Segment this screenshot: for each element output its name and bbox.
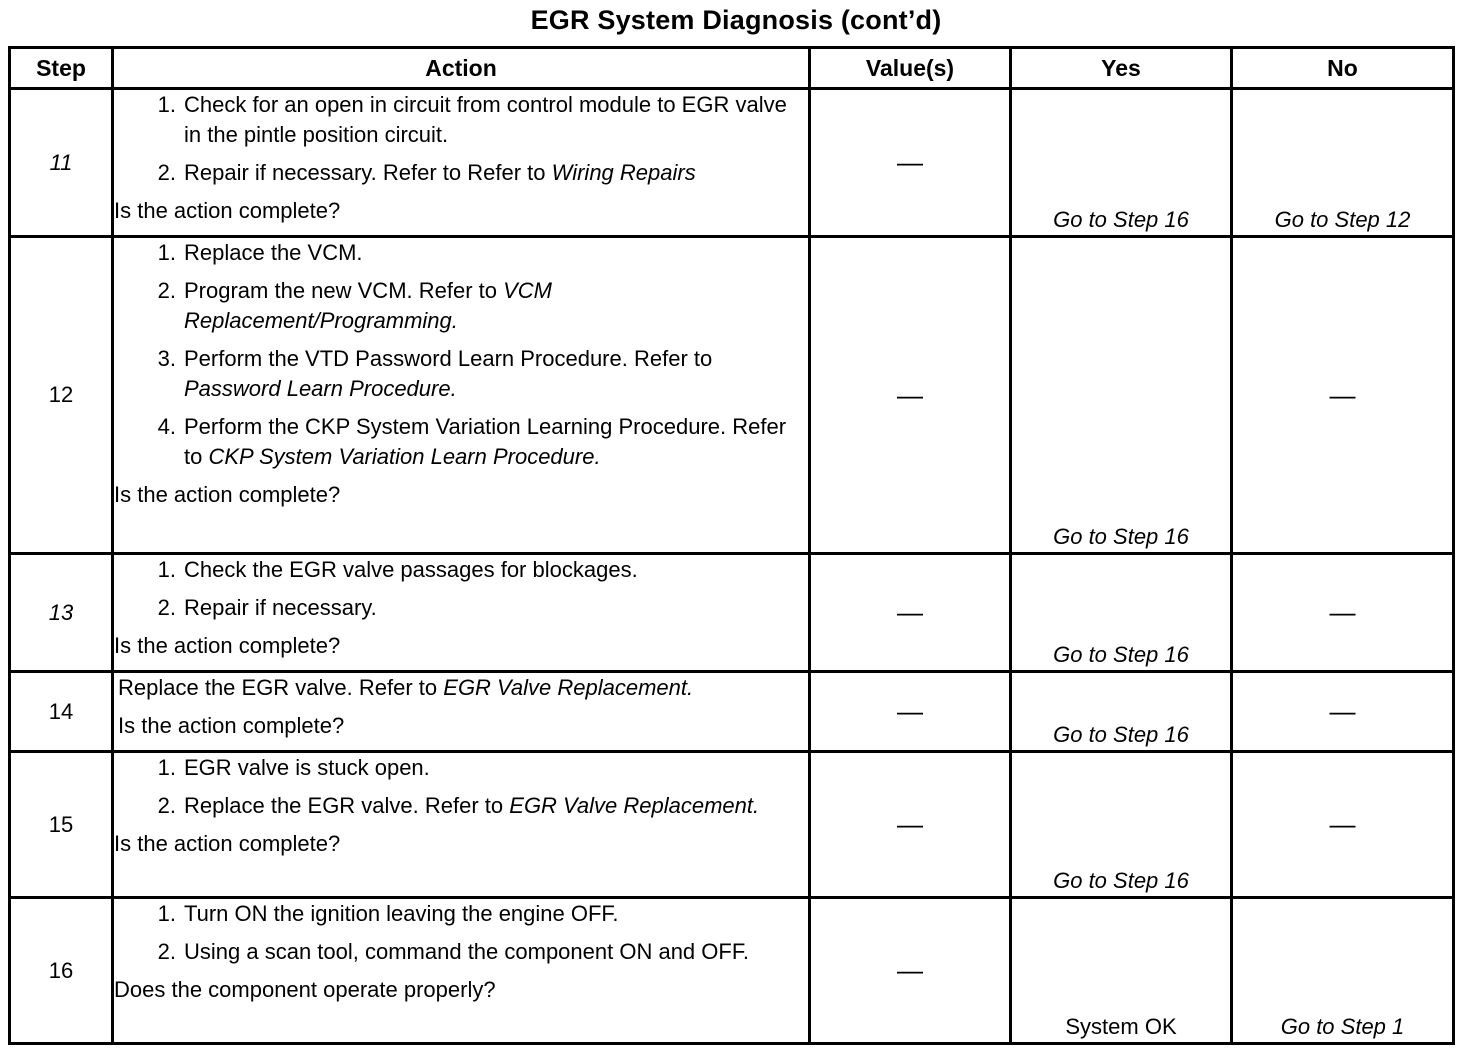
item-reference: CKP System Variation Learn Procedure.: [208, 444, 601, 469]
action-question: Is the action complete?: [114, 831, 341, 856]
action-cell: [113, 898, 810, 1044]
action-item: [114, 276, 808, 336]
item-text: Replace the EGR valve. Refer to: [118, 675, 444, 700]
item-text: Using a scan tool, command the component ON and OFF.: [184, 939, 749, 964]
page-title: EGR System Diagnosis (cont’d): [530, 5, 942, 35]
item-number: 3.: [157, 346, 176, 371]
action-item: [114, 90, 808, 150]
step-number: 11: [10, 89, 113, 237]
item-text: Check for an open in circuit from control module to EGR valve in the pintle position circuit.: [184, 92, 787, 147]
action-question: Is the action complete?: [114, 633, 341, 658]
step-number: 13: [10, 554, 113, 672]
value-cell: —: [810, 752, 1011, 898]
action-cell: [113, 672, 810, 752]
action-question: Is the action complete?: [114, 482, 341, 507]
step-number: 14: [10, 672, 113, 752]
no-cell: —: [1232, 672, 1454, 752]
action-item: [114, 344, 808, 404]
no-cell: Go to Step 1: [1232, 898, 1454, 1044]
header-row: [10, 48, 1454, 89]
item-reference: Password Learn Procedure.: [184, 376, 457, 401]
table-row: [10, 237, 1454, 554]
header-no: No: [1232, 48, 1454, 89]
item-text: Replace the EGR valve. Refer to: [184, 793, 510, 818]
header-action: Action: [113, 48, 810, 89]
item-text: EGR valve is stuck open.: [184, 755, 430, 780]
header-step: Step: [10, 48, 113, 89]
action-question: Does the component operate properly?: [114, 977, 496, 1002]
action-item: [114, 937, 808, 967]
item-reference: EGR Valve Replacement.: [509, 793, 760, 818]
item-number: 4.: [157, 414, 176, 439]
action-item: [114, 412, 808, 472]
item-reference: VCM Replacement/Programming.: [184, 278, 553, 333]
value-cell: —: [810, 672, 1011, 752]
item-number: 2.: [157, 793, 176, 818]
yes-cell: System OK: [1011, 898, 1232, 1044]
action-item: [114, 238, 808, 268]
item-reference: EGR Valve Replacement.: [443, 675, 694, 700]
table-row: [10, 89, 1454, 237]
item-number: 1.: [157, 755, 176, 780]
action-question: Is the action complete?: [114, 198, 341, 223]
item-number: 1.: [157, 240, 176, 265]
header-yes: Yes: [1011, 48, 1232, 89]
header-values: Value(s): [810, 48, 1011, 89]
yes-cell: Go to Step 16: [1011, 89, 1232, 237]
table-row: [10, 752, 1454, 898]
table-row: [10, 672, 1454, 752]
action-item: [114, 791, 808, 821]
item-number: 2.: [157, 160, 176, 185]
yes-cell: Go to Step 16: [1011, 554, 1232, 672]
item-text: Perform the CKP System Variation Learning Procedure. Refer to: [184, 414, 787, 469]
item-number: 2.: [157, 278, 176, 303]
no-cell: —: [1232, 752, 1454, 898]
action-cell: [113, 554, 810, 672]
action-item: [114, 158, 808, 188]
yes-cell: Go to Step 16: [1011, 237, 1232, 554]
item-number: 2.: [157, 939, 176, 964]
action-cell: [113, 89, 810, 237]
item-reference: Wiring Repairs: [551, 160, 696, 185]
step-number: 12: [10, 237, 113, 554]
action-cell: [113, 237, 810, 554]
item-text: Check the EGR valve passages for blockages.: [184, 557, 638, 582]
value-cell: —: [810, 89, 1011, 237]
item-number: 1.: [157, 92, 176, 117]
action-item: [114, 753, 808, 783]
yes-cell: Go to Step 16: [1011, 752, 1232, 898]
action-item: [114, 593, 808, 623]
no-cell: —: [1232, 237, 1454, 554]
action-item: [114, 899, 808, 929]
table-row: [10, 554, 1454, 672]
value-cell: —: [810, 554, 1011, 672]
no-cell: Go to Step 12: [1232, 89, 1454, 237]
action-item: [114, 555, 808, 585]
action-question: Is the action complete?: [118, 713, 345, 738]
item-text: Replace the VCM.: [184, 240, 363, 265]
value-cell: —: [810, 898, 1011, 1044]
yes-cell: Go to Step 16: [1011, 672, 1232, 752]
action-text: [118, 673, 808, 703]
item-number: 1.: [157, 901, 176, 926]
item-number: 1.: [157, 557, 176, 582]
no-cell: —: [1232, 554, 1454, 672]
item-number: 2.: [157, 595, 176, 620]
value-cell: —: [810, 237, 1011, 554]
item-text: Repair if necessary.: [184, 595, 377, 620]
action-cell: [113, 752, 810, 898]
item-text: Turn ON the ignition leaving the engine OFF.: [184, 901, 619, 926]
step-number: 16: [10, 898, 113, 1044]
item-text: Perform the VTD Password Learn Procedure. Refer to: [184, 346, 713, 371]
table-row: [10, 898, 1454, 1044]
item-text: Repair if necessary. Refer to Refer to: [184, 160, 552, 185]
diagnosis-table: [8, 46, 1455, 1045]
item-text: Program the new VCM. Refer to: [184, 278, 504, 303]
step-number: 15: [10, 752, 113, 898]
